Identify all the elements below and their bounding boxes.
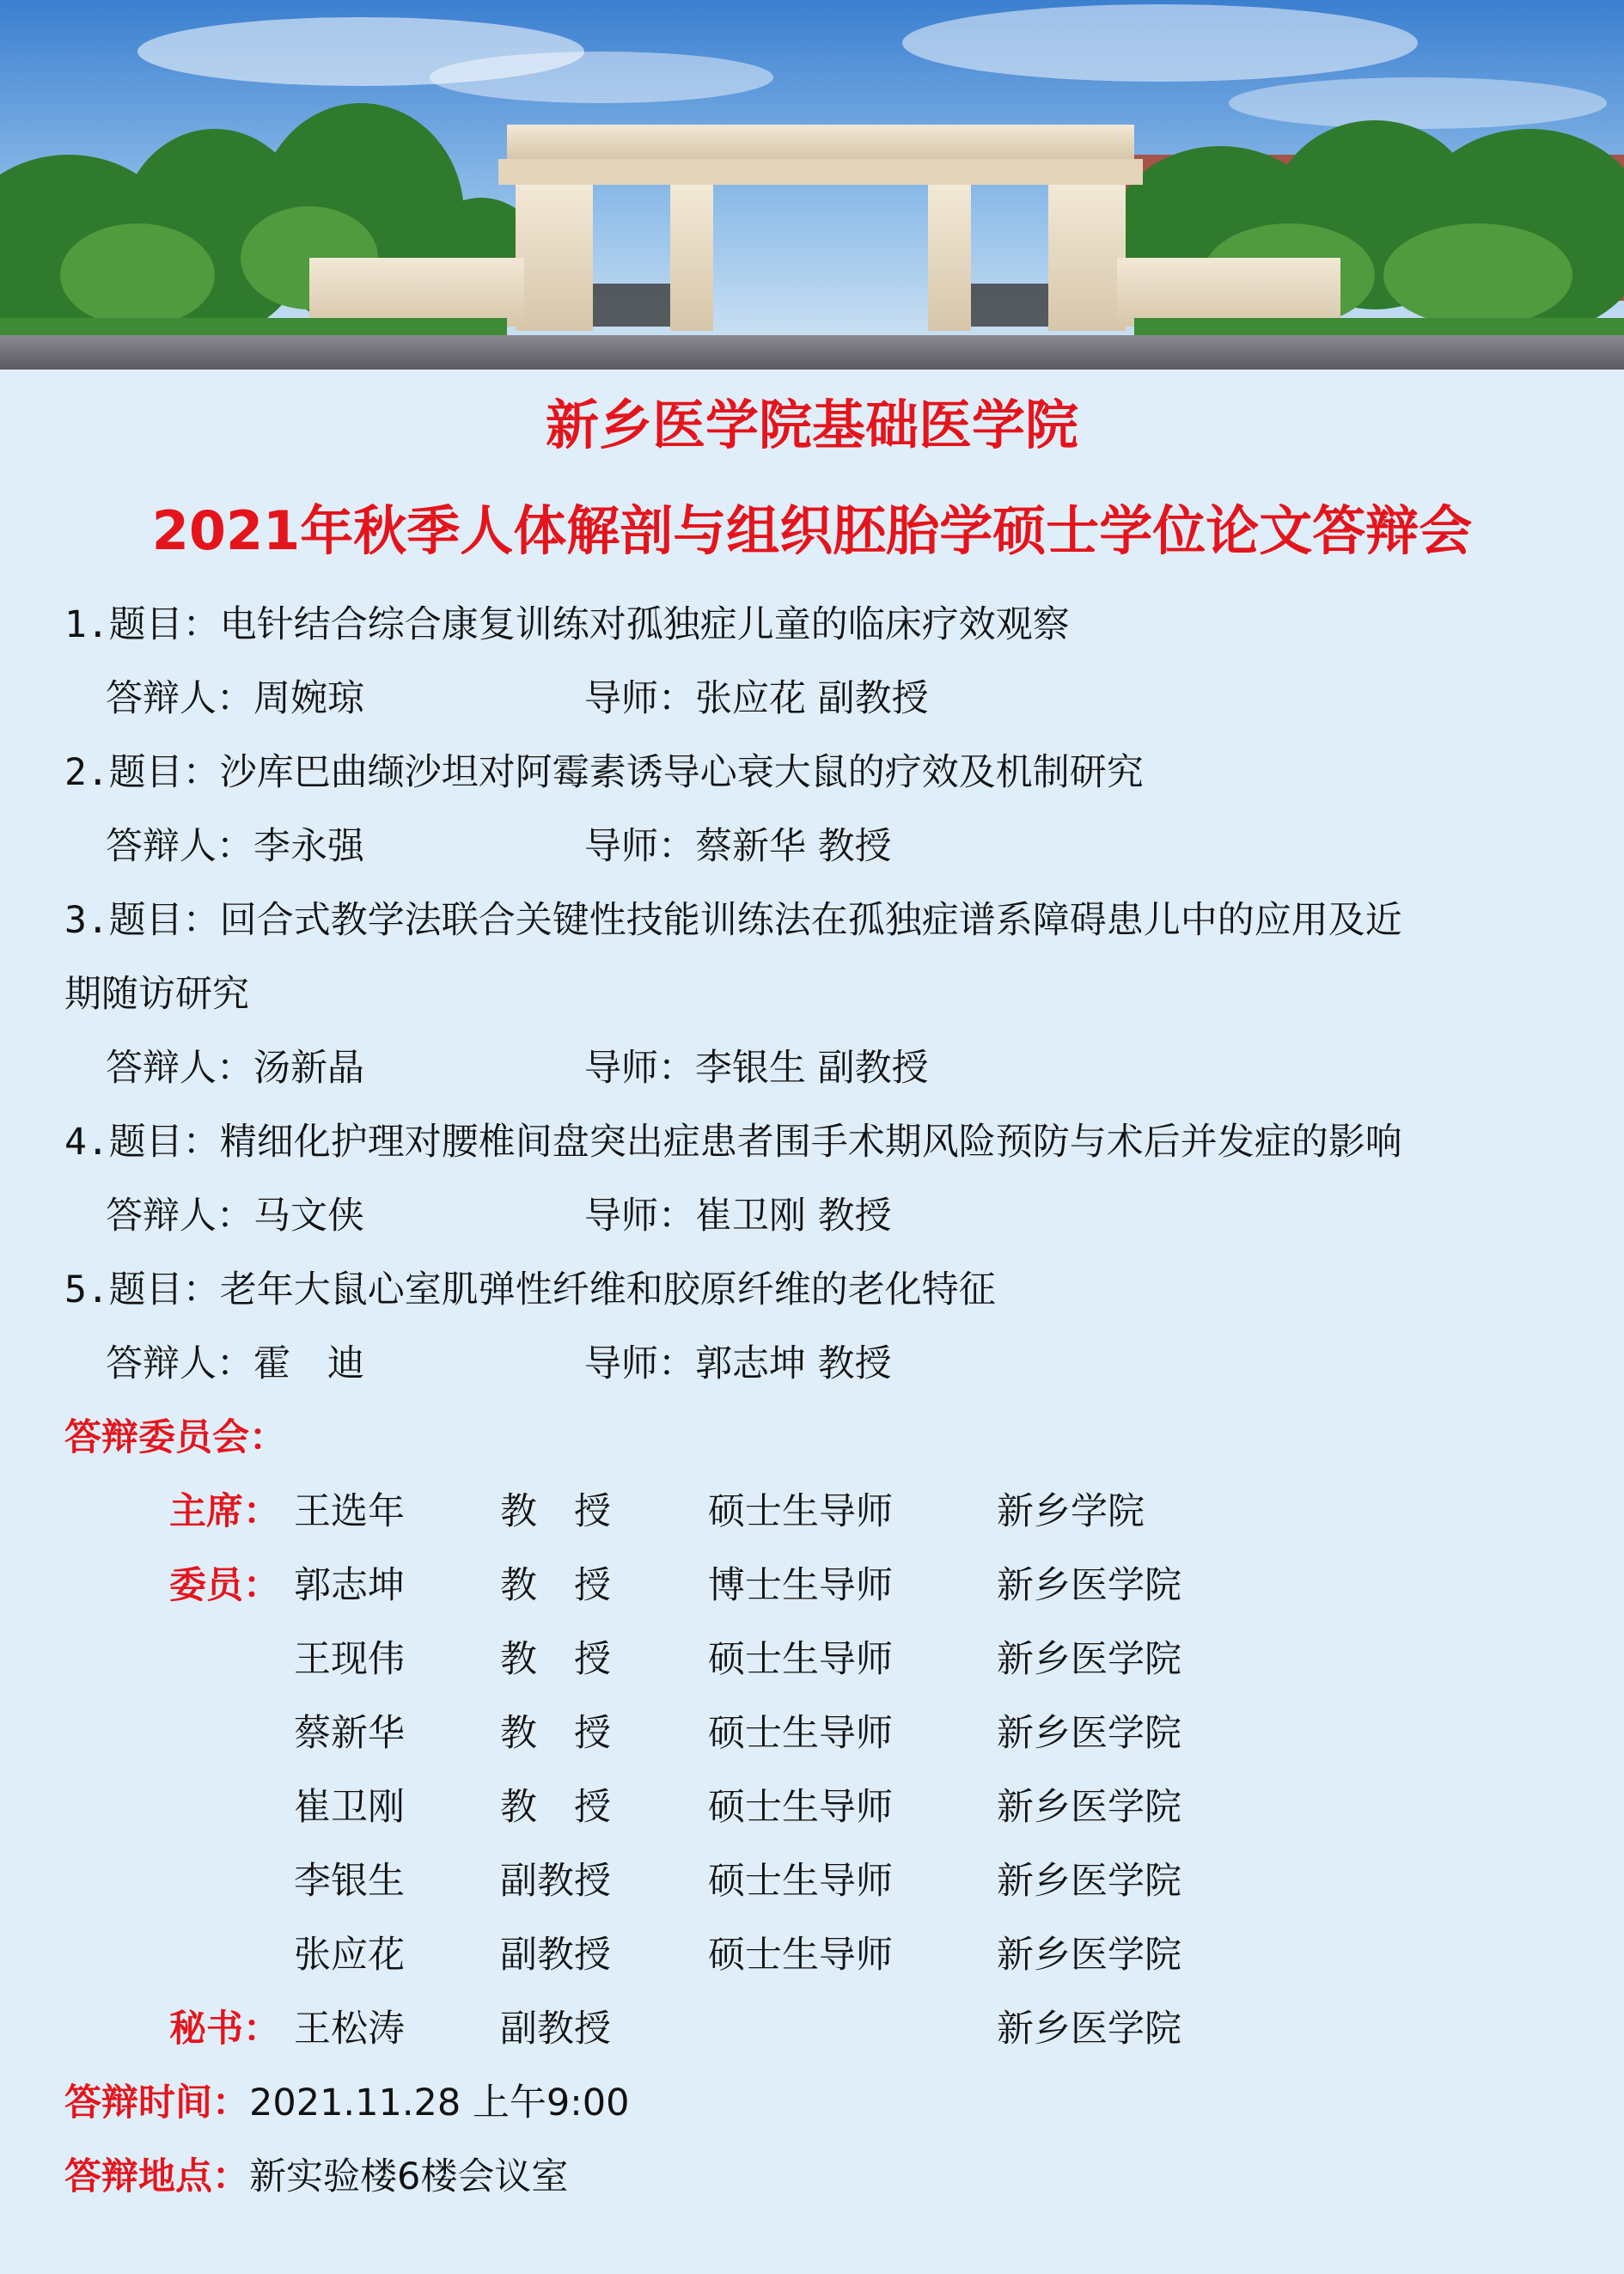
advisor-label: 导师： [584, 1195, 695, 1238]
presenter-name: 李永强 [253, 825, 364, 868]
committee-org: 新乡医学院 [997, 1712, 1181, 1755]
advisor-name: 李银生 副教授 [695, 1047, 929, 1090]
committee-org: 新乡医学院 [997, 1638, 1181, 1681]
committee-name: 蔡新华 [294, 1712, 405, 1755]
topic-label: 题目： [108, 1268, 220, 1311]
thesis-2-topic [64, 747, 1144, 798]
committee-title: 教 授 [500, 1638, 611, 1681]
committee-row [0, 1929, 1624, 1981]
advisor-field [584, 821, 892, 872]
thesis-number: 3. [64, 899, 109, 942]
time-label: 答辩时间： [64, 2081, 249, 2124]
page-title: 新乡医学院基础医学院 [545, 394, 1078, 456]
advisor-name: 蔡新华 教授 [695, 825, 892, 868]
committee-supervisor: 硕士生导师 [708, 1860, 893, 1903]
committee-row [0, 1486, 1624, 1537]
committee-supervisor: 硕士生导师 [708, 1934, 893, 1977]
presenter-label: 答辩人： [106, 825, 253, 868]
thesis-title: 电针结合综合康复训练对孤独症儿童的临床疗效观察 [219, 603, 1070, 646]
committee-name: 李银生 [294, 1860, 405, 1903]
topic-label: 题目： [108, 899, 220, 942]
place-value: 新实验楼6楼会议室 [249, 2155, 569, 2198]
committee-org: 新乡学院 [997, 1490, 1145, 1533]
committee-supervisor: 博士生导师 [708, 1564, 893, 1607]
committee-row [0, 1560, 1624, 1611]
committee-title: 教 授 [500, 1564, 611, 1607]
thesis-title: 精细化护理对腰椎间盘突出症患者围手术期风险预防与术后并发症的影响 [219, 1121, 1402, 1164]
thesis-4-topic [64, 1116, 1402, 1168]
thesis-1-people [106, 673, 929, 724]
committee-row [0, 2003, 1624, 2055]
advisor-label: 导师： [584, 825, 695, 868]
committee-supervisor: 硕士生导师 [708, 1490, 893, 1533]
advisor-field [584, 1338, 892, 1390]
presenter-label: 答辩人： [106, 1195, 253, 1238]
thesis-4-people [106, 1190, 892, 1242]
place-label: 答辩地点： [64, 2155, 249, 2198]
thesis-number: 2. [64, 751, 109, 794]
committee-title: 副教授 [500, 1934, 611, 1977]
thesis-number: 4. [64, 1121, 109, 1164]
presenter-name: 霍 迪 [253, 1342, 364, 1385]
committee-supervisor: 硕士生导师 [708, 1638, 893, 1681]
committee-row [0, 1855, 1624, 1907]
committee-name: 郭志坤 [294, 1564, 405, 1607]
thesis-3-people [106, 1042, 929, 1094]
advisor-label: 导师： [584, 1047, 695, 1090]
time-value: 2021.11.28 上午9:00 [249, 2081, 630, 2124]
presenter-name: 周婉琼 [253, 677, 364, 720]
thesis-title: 回合式教学法联合关键性技能训练法在孤独症谱系障碍患儿中的应用及近 [219, 899, 1402, 942]
thesis-3-topic [64, 895, 1402, 946]
committee-org: 新乡医学院 [997, 1564, 1181, 1607]
committee-supervisor: 硕士生导师 [708, 1786, 893, 1829]
thesis-number: 5. [64, 1268, 109, 1311]
thesis-1-topic [64, 599, 1070, 651]
presenter-name: 汤新晶 [253, 1047, 364, 1090]
advisor-field [584, 1042, 929, 1094]
event-title: 2021年秋季人体解剖与组织胚胎学硕士学位论文答辩会 [151, 499, 1473, 562]
committee-role: 主席： [169, 1490, 280, 1533]
presenter-label: 答辩人： [106, 1047, 253, 1090]
committee-org: 新乡医学院 [997, 2008, 1181, 2051]
committee-org: 新乡医学院 [997, 1934, 1181, 1977]
advisor-field [584, 1190, 892, 1242]
committee-title: 副教授 [500, 1860, 611, 1903]
committee-title: 副教授 [500, 2008, 611, 2051]
committee-name: 王现伟 [294, 1638, 405, 1681]
thesis-2-people [106, 821, 892, 872]
topic-label: 题目： [108, 751, 220, 794]
committee-org: 新乡医学院 [997, 1786, 1181, 1829]
committee-role: 秘书： [169, 2008, 280, 2051]
committee-title: 教 授 [500, 1786, 611, 1829]
committee-org: 新乡医学院 [997, 1860, 1181, 1903]
campus-gate-banner [0, 0, 1624, 370]
thesis-title: 沙库巴曲缬沙坦对阿霉素诱导心衰大鼠的疗效及机制研究 [219, 751, 1144, 794]
committee-role: 委员： [169, 1564, 280, 1607]
thesis-title: 老年大鼠心室肌弹性纤维和胶原纤维的老化特征 [219, 1268, 996, 1311]
campus-gate-photo [0, 0, 1624, 370]
committee-heading: 答辩委员会： [64, 1416, 286, 1459]
topic-label: 题目： [108, 603, 220, 646]
committee-row [0, 1634, 1624, 1685]
committee-title: 教 授 [500, 1490, 611, 1533]
advisor-label: 导师： [584, 1342, 695, 1385]
advisor-name: 郭志坤 教授 [695, 1342, 892, 1385]
committee-name: 崔卫刚 [294, 1786, 405, 1829]
presenter-name: 马文侠 [253, 1195, 364, 1238]
advisor-name: 张应花 副教授 [695, 677, 929, 720]
advisor-label: 导师： [584, 677, 695, 720]
thesis-3-topic-continued: 期随访研究 [64, 973, 249, 1016]
defense-place [64, 2151, 568, 2203]
thesis-5-topic [64, 1264, 996, 1316]
defense-time [64, 2077, 629, 2129]
committee-row [0, 1782, 1624, 1833]
committee-name: 王松涛 [294, 2008, 405, 2051]
topic-label: 题目： [108, 1121, 220, 1164]
presenter-label: 答辩人： [106, 1342, 253, 1385]
committee-name: 张应花 [294, 1934, 405, 1977]
thesis-number: 1. [64, 603, 109, 646]
committee-title: 教 授 [500, 1712, 611, 1755]
committee-row [0, 1708, 1624, 1759]
advisor-field [584, 673, 929, 724]
committee-supervisor: 硕士生导师 [708, 1712, 893, 1755]
thesis-5-people [106, 1338, 892, 1390]
advisor-name: 崔卫刚 教授 [695, 1195, 892, 1238]
committee-name: 王选年 [294, 1490, 405, 1533]
presenter-label: 答辩人： [106, 677, 253, 720]
